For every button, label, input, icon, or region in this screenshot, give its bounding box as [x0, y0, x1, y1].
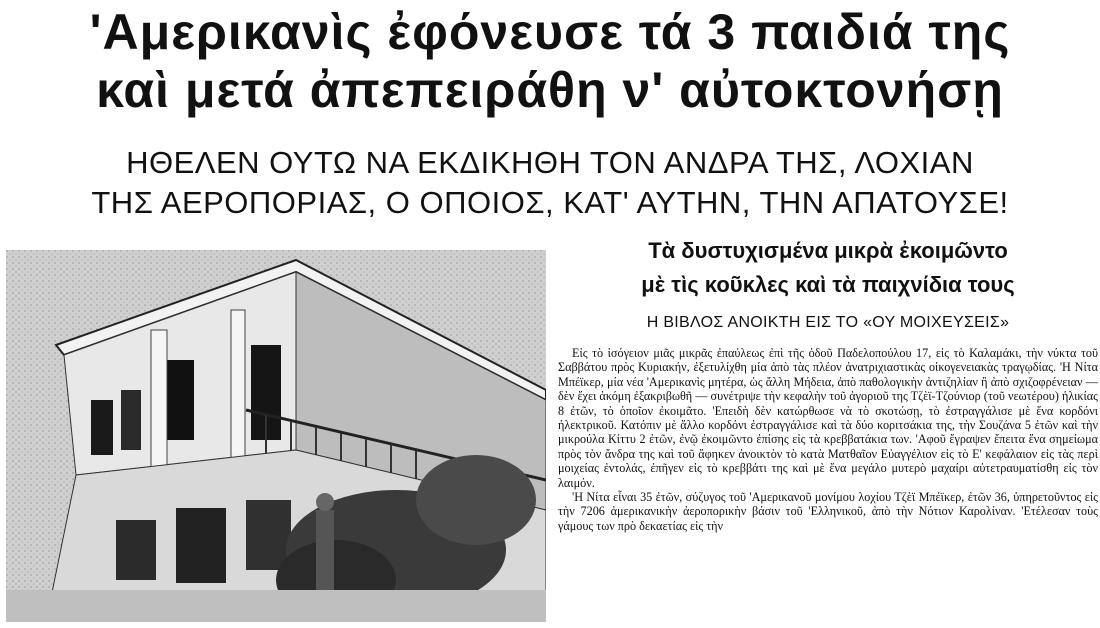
villa-illustration: [6, 250, 546, 622]
article-paragraph-1: Εἰς τὸ ἰσόγειον μιᾶς μικρᾶς ἐπαύλεως ἐπὶ τῆς ὁδοῦ Παδελοπούλου 17, εἰς τὸ Καλαμάκι, τὴν νύκτα τοῦ Σαββάτου πρὸς Κυριακήν, ἐξετυλίχθη μία ἀπὸ τὰς πλέον ἀνατριχιαστικὰς οἰκογενειακὰς τραγῳδίας. 'Η Νίτα Μπέϊκερ, μία νέα 'Αμερικανὶς μητέρα, ὡς ἄλλη Μήδεια, ἀπὸ παθολογικὴν ἀντιζηλίαν ἢ ἀπὸ σχιζοφρένειαν — δὲν ἔχει ἀκόμη ἐξακριβωθῆ — συνέτριψε τὴν κεφαλὴν τοῦ ἀγοριοῦ της Τζὲϊ-Τζούνιορ (τοῦ νεωτέρου) ἡλικίας 8 ἐτῶν, τὸ ὁποῖον ἐκοιμᾶτο. 'Επειδὴ δὲν κατώρθωσε νὰ τὸ σκοτώσῃ, τὸ ἐστραγγάλισε μὲ ἕνα κορδόνι ἠλεκτρικοῦ. Κατόπιν μὲ ἄλλο κορδόνι ἐστραγγάλισε καὶ τὰ δύο κοριτσάκια της, τὴν Σουζάνα 5 ἐτῶν καὶ τὴν μικρούλα Κίττυ 2 ἐτῶν, ἐνῷ ἐκοιμῶντο ἐπίσης εἰς τὰ κρεββατάκια των. 'Αφοῦ ἔγραψεν ἔπειτα ἕνα σημείωμα πρὸς τὸν ἄνδρα της καὶ τοῦ ἄφηκεν ἀνοικτὸν τὸ κατὰ Ματθαῖον Εὐαγγέλιον εἰς τὸ Ε' κεφάλαιον εἰς τὰς περὶ μοιχείας ἐντολάς, ἐπῆγεν εἰς τὸ κρεββάτι της καὶ μὲ ἕνα μεγάλο μυτερὸ μαχαίρι αὐτετραυματίσθη εἰς τὸν λαιμόν.: [558, 346, 1098, 490]
article-heading-line-2: μὲ τὶς κοῦκλες καὶ τὰ παιχνίδια τους: [641, 272, 1015, 297]
article-body: [558, 346, 1098, 626]
subheadline-line-1: ΗΘΕΛΕΝ ΟΥΤΩ ΝΑ ΕΚΔΙΚΗΘΗ ΤΟΝ ΑΝΔΡΑ ΤΗΣ, ΛΟΧΙΑΝ: [126, 145, 974, 180]
headline-line-1: 'Αμερικανὶς ἐφόνευσε τά 3 παιδιά της: [89, 4, 1011, 60]
article-subheading: Η ΒΙΒΛΟΣ ΑΝΟΙΚΤΗ ΕΙΣ ΤΟ «ΟΥ ΜΟΙΧΕΥΣΕΙΣ»: [646, 314, 1010, 331]
subheadline-line-2: ΤΗΣ ΑΕΡΟΠΟΡΙΑΣ, Ο ΟΠΟΙΟΣ, ΚΑΤ' ΑΥΤΗΝ, ΤΗΝ ΑΠΑΤΟΥΣΕ!: [91, 185, 1009, 220]
article-heading-line-1: Τὰ δυστυχισμένα μικρὰ ἐκοιμῶντο: [648, 238, 1008, 263]
headline-line-2: καὶ μετά ἀπεπειράθη ν' αὐτοκτονήσῃ: [96, 62, 1004, 118]
villa-photo: [6, 250, 546, 622]
article-paragraph-2: 'Η Νίτα εἶναι 35 ἐτῶν, σύζυγος τοῦ 'Αμερικανοῦ μονίμου λοχίου Τζὲϊ Μπέϊκερ, ἐτῶν 36, ὑπηρετοῦντος εἰς τὴν 7206 ἀμερικανικὴν ἀεροπορικὴν βάσιν τοῦ 'Ελληνικοῦ, ἀπὸ τὴν Νότιον Καρολίναν. 'Ετέλεσαν τοὺς γάμους των πρὸ δεκαετίας εἰς τὴν: [558, 490, 1098, 533]
